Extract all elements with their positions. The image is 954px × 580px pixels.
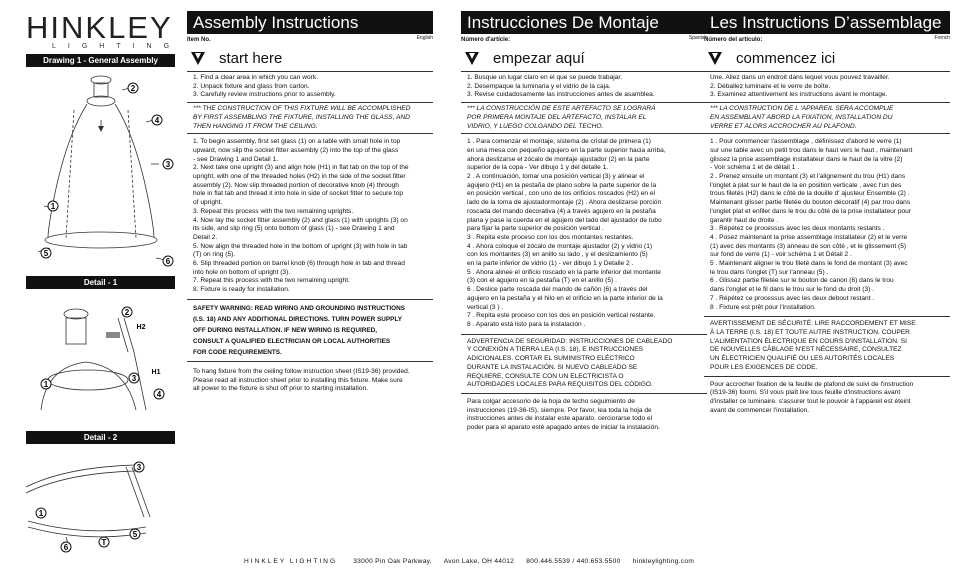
arrow-down-icon	[191, 52, 205, 65]
spanish-prep: 1. Busque un lugar claro en el que se puede trabajar. 2. Desempaque la luminaria y el vidrio de la caja. 3. Revise cuidadosamente las instrucciones antes de asamblea.	[461, 71, 707, 102]
french-start-text: commencez ici	[736, 50, 836, 67]
french-start	[704, 49, 950, 71]
callout-1: 1	[50, 202, 56, 211]
logo-subtitle: LIGHTING	[52, 43, 182, 50]
arrow-down-icon	[465, 52, 479, 65]
callout-5: 5	[43, 249, 49, 258]
english-item-label: Item No.	[187, 37, 211, 43]
d1-callout-h1: H1	[151, 369, 161, 376]
detail-2-header: Detail - 2	[26, 431, 175, 444]
d2-callout-t: T	[101, 538, 107, 547]
detail-2-illustration	[26, 447, 176, 555]
detail-1-illustration	[26, 292, 176, 424]
d2-callout-3: 3	[136, 463, 142, 472]
page-footer	[244, 558, 704, 565]
french-hang: Pour accrocher fixation de la feuille de plafond de suivi de l'instruction (IS19-36) fourni. S'il vous plaît lire tous feuille d'instructions avant d'installer ce luminaire. s'assurer tout le pouvoir à l'appareil est éteint avant de commencer l'installation.	[704, 376, 950, 418]
french-item-label: Número del artículo:	[704, 37, 763, 43]
english-steps: 1. To begin assembly, first set glass (1) on a table with small hole in top upward, now slip the socket fitter assembly (2) into the top of the glass - see Drawing 1 and Detail 1. 2. Next take one upright (3) and align hole (H1) in flat tab on the top of the upright, with one of the threaded holes (H2) in the side of the socket fitter assembly (2). Now slip threaded portion of decorative knob (4) through hole in flat tab and thread it into hole in side of socket fitter to secure top of upright. 3. Repeat this process with the two remaining uprights. 4. Now lay the socket fitter assembly (2) and glass (1) with uprights (3) on its side, and slip ring (5) onto bottom of glass (1) - see Drawing 1 and Detail 2. 5. Now align the threaded hole in the bottom of upright (3) with hole in tab (T) on ring (5). 6. Slip threaded portion on barrel knob (6) through hole in tab and thread into hole on bottom of upright (3). 7. Repeat this process with the two remaining upright. 8. Fixture is ready for installation.	[187, 133, 433, 299]
footer-city: Avon Lake, OH 44012	[443, 558, 515, 565]
logo-wordmark: HINKLEY	[26, 10, 173, 45]
footer-phone: 800.446.5539 / 440.653.5500	[526, 558, 621, 565]
spanish-steps: 1 . Para comenzar el montaje, sistema de cristal de primera (1) en una mesa con pequeño agujero en la parte superior hacia arriba, ahora deslizarse el zócalo de montaje ajustador (2) en la parte superior de la copa - Ver dibujo 1 y del detalle 1. 2 . A continuación, tomar una posición vertical (3) y alinear el agujero (H1) en la pestaña de plano sobre la parte superior de la en posición vertical , con uno de los orificios roscados (H2) en el lado de la toma de ajustadormontaje (2) . Ahora deslizarse porción roscada del mando decorativa (4) a través agujero en la pestaña plana y pase la cuerda en el agujero del lado del ajustador de tubo para fijar la parte superior de posición vertical . 3 . Repita este proceso con los dos montantes restantes. 4 . Ahora coloque el zócalo de montaje ajustador (2) y vidrio (1) con los montantes (3) en anillo su lado , y el deslizamiento (5) en la parte inferior de vidrio (1) - ver dibujo 1 y Detalle 2 . 5 . Ahora alinee el orificio roscado en la parte inferior del montante (3) con el agujero en la pestaña (T) en el anillo (5) . 6 . Deslice parte roscada del mando de cañón (6) a través del agujero en la pestaña y el hilo en el orificio en la parte inferior de la vertical (3 ) . 7 . Repita este proceso con los dos en posición vertical restante. 8 . Aparato está listo para la instalación .	[461, 133, 707, 333]
french-prep: Une. Allez dans un endroit dans lequel vous pouvez travailler. 2. Déballez luminaire et le verre de boîte. 3. Examinez attentivement les instructions avant le montage.	[704, 71, 950, 102]
general-assembly-illustration	[26, 68, 176, 268]
d1-callout-h2: H2	[136, 324, 146, 331]
arrow-down-icon	[708, 52, 722, 65]
spanish-hang: Para colgar accesorio de la hoja de techo seguimiento de instrucciones (19-36-IS), siempre. Por favor, lea toda la hoja de instrucciones antes de instalar este aparato. cerciorarse todo el poder para el aparato esté apagado antes de iniciar la instalación.	[461, 393, 707, 435]
footer-address: 33000 Pin Oak Parkway,	[353, 558, 432, 565]
english-column	[187, 11, 433, 396]
drawing-1-header: Drawing 1 - General Assembly	[26, 54, 175, 67]
english-start	[187, 49, 433, 71]
spanish-start-text: empezar aquí	[493, 50, 585, 67]
footer-web[interactable]: hinkleylighting.com	[632, 558, 695, 565]
d1-callout-3: 3	[131, 374, 137, 383]
spanish-column	[461, 11, 707, 435]
callout-3: 3	[165, 160, 171, 169]
english-start-text: start here	[219, 50, 283, 67]
french-steps: 1 . Pour commencer l'assemblage , définissez d'abord le verre (1) sur une table avec un petit trou dans le haut vers le haut , maintenant glissez la prise assemblage installateur dans le haut de la vitre (2) - Voir schéma 1 et de détail 1 . 2 . Prenez ensuite un montant (3) et l'alignement du trou (H1) dans l'onglet à plat sur le haut de la en position verticale , avec l'un des trous filetés (H2) dans le côté de la douille d' ajusteur Ensemble (2) . Maintenant glisser partie filetée du bouton décoratif (4) par trou dans l'onglet plat et enfiler dans le trou du côté de la prise installateur pour garantir haut de droite . 3 . Répétez ce processus avec les deux montants restants . 4 . Posez maintenant la prise assemblage installateur (2) et le verre (1) avec des montants (3) anneau de son côté , et le glissement (5) sur fond de verre (1) - voir schéma 1 et Détail 2 . 5 . Maintenant aligner le trou fileté dans le fond de montant (3) avec le trou dans l'onglet (T) sur l'anneau (5) . 6 . Glissez partie filetée sur le bouton de canon (6) dans le trou dans l'onglet et le fil dans le trou sur le fond du droit (3) . 7 . Répétez ce processus avec les deux debout restant . 8 . Fixture est prêt pour l'installation.	[704, 133, 950, 316]
french-column	[704, 11, 950, 417]
d2-callout-6: 6	[63, 543, 69, 552]
english-hang: To hang fixture from the ceiling follow instruction sheet (IS19-36) provided. Please read all instruction sheet prior to installing this fixture. Make sure all power to the fixture is shut off prior to starting installation.	[187, 361, 433, 396]
callout-4: 4	[154, 116, 160, 125]
spanish-warning: ADVERTENCIA DE SEGURIDAD: INSTRUCCIONES DE CABLEADO Y CONEXIÓN A TIERRA LEA (I.S. 18), E INSTRUCCIONES ADICIONALES. CORTAR EL SUMINISTRO ELÉCTRICO DURANTE LA INSTALACIÓN. SI NUEVO CABLEADO SE REQUIERE, CONSULTE CON UN ELECTRICISTA O AUTORIDADES LOCALES PARA REQUISITOS DEL CÓDIGO.	[461, 334, 707, 393]
spanish-note: *** LA CONSTRUCCIÓN DE ESTE ARTEFACTO SE LOGRARÁ POR PRIMERA MONTAJE DEL ARTEFACTO, INSTALAR EL VIDRIO, Y LUEGO COLGANDO DEL TECHO.	[461, 102, 707, 133]
d1-callout-2: 2	[124, 308, 130, 317]
french-warning: AVERTISSEMENT DE SÉCURITÉ: LIRE RACCORDEMENT ET MISE À LA TERRE (I.S. 18) ET TOUTE AUTRE INSTRUCTION. COUPER L'ALIMENTATION ÉLECTRIQUE EN COURS D'INSTALLATION. SI DE NOUVELLES CÂBLAGE N'EST NÉCESSAIRE, CONSULTEZ UN ÉLECTRICIEN QUALIFIÉ OU LES AUTORITÉS LOCALES POUR LES EXIGENCES DE CODE.	[704, 316, 950, 375]
callout-6: 6	[165, 257, 171, 266]
english-warning: SAFETY WARNING: READ WIRING AND GROUNDING INSTRUCTIONS (I.S. 18) AND ANY ADDITIONAL DIRECTIONS. TURN POWER SUPPLY OFF DURING INSTALLATION. IF NEW WIRING IS REQUIRED, CONSULT A QUALIFIED ELECTRICIAN OR LOCAL AUTHORITIES FOR CODE REQUIREMENTS.	[187, 299, 433, 361]
spanish-lang: Spanish	[688, 35, 707, 41]
d2-callout-1: 1	[38, 509, 44, 518]
d2-callout-5: 5	[132, 530, 138, 539]
callout-2: 2	[130, 84, 136, 93]
english-note: *** THE CONSTRUCTION OF THIS FIXTURE WILL BE ACCOMPLISHED BY FIRST ASSEMBLING THE FIXTURE, INSTALLING THE GLASS, AND THEN HANGING IT FROM THE CEILING.	[187, 102, 433, 133]
french-title: Les Instructions D’assemblage	[704, 11, 950, 34]
french-note: *** LA CONSTRUCTION DE L 'APPAREIL SERA ACCOMPLIE EN ASSEMBLANT ABORD LA FIXATION, INSTALLATION DU VERRE ET ALORS ACCROCHER AU PLAFOND.	[704, 102, 950, 133]
spanish-title: Instrucciones De Montaje	[461, 11, 707, 34]
d1-callout-1: 1	[43, 380, 49, 389]
spanish-item-label: Número d'artícle:	[461, 37, 511, 43]
d1-callout-4: 4	[156, 390, 162, 399]
detail-1-header: Detail - 1	[26, 276, 175, 289]
spanish-start	[461, 49, 707, 71]
hinkley-logo	[26, 10, 182, 50]
english-title: Assembly Instructions	[187, 11, 433, 34]
english-prep: 1. Find a clear area in which you can work. 2. Unpack fixture and glass from carton. 3. Carefully review instructions prior to assembly.	[187, 71, 433, 102]
footer-brand: HINKLEY LIGHTING	[244, 558, 338, 565]
french-lang: French	[934, 35, 950, 41]
english-lang: English	[416, 35, 433, 41]
